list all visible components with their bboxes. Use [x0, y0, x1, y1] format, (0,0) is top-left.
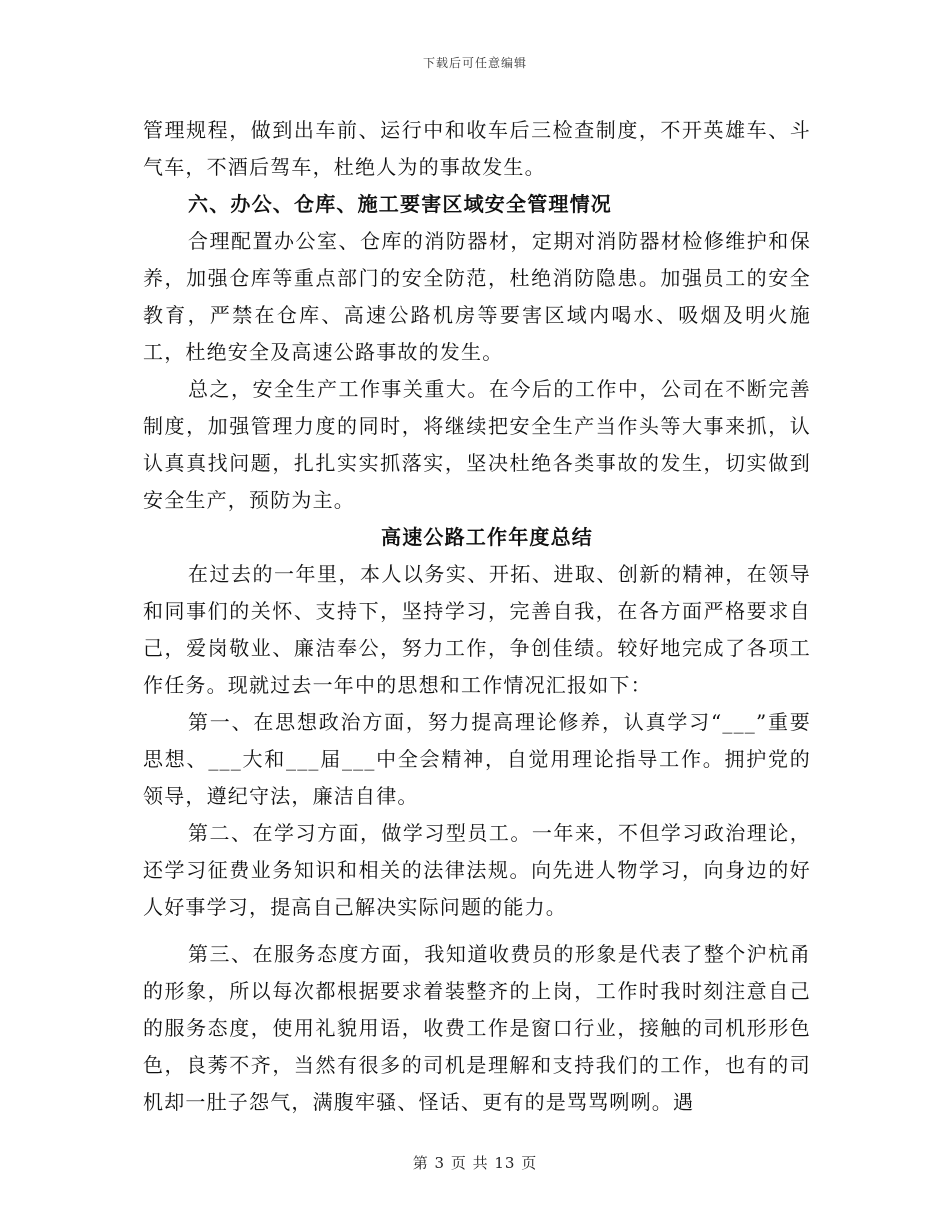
page-number: 第 3 页 共 13 页	[412, 1154, 538, 1172]
paragraph-conclusion: 总之，安全生产工作事关重大。在今后的工作中，公司在不断完善制度，加强管理力度的同时，将继续把安全生产当作头等大事来抓，认认真真找问题，扎扎实实抓落实，坚决杜绝各类事故的发生，切实做到安全生产，预防为主。	[143, 377, 811, 512]
document-title: 高速公路工作年度总结	[381, 525, 593, 549]
section-heading-six: 六、办公、仓库、施工要害区域安全管理情况	[188, 192, 612, 216]
paragraph-vehicle-rules: 管理规程，做到出车前、运行中和收车后三检查制度，不开英雄车、斗气车，不酒后驾车，杜绝人为的事故发生。	[143, 118, 811, 179]
page-header: 下载后可任意编辑	[422, 56, 527, 70]
paragraph-study: 第二、在学习方面，做学习型员工。一年来，不但学习政治理论，还学习征费业务知识和相关的法律法规。向先进人物学习，向身边的好人好事学习，提高自己解决实际问题的能力。	[143, 821, 811, 919]
document-body	[143, 112, 811, 1121]
paragraph-service: 第三、在服务态度方面，我知道收费员的形象是代表了整个沪杭甬的形象，所以每次都根据要求着装整齐的上岗，工作时我时刻注意自己的服务态度，使用礼貌用语，收费工作是窗口行业，接触的司机形形色色，良莠不齐，当然有很多的司机是理解和支持我们的工作，也有的司机却一肚子怨气，满腹牢骚、怪话、更有的是骂骂咧咧。遇	[143, 942, 811, 1114]
paragraph-political: 第一、在思想政治方面，努力提高理论修养，认真学习“___”重要思想、___大和___届___中全会精神，自觉用理论指导工作。拥护党的领导，遵纪守法，廉洁自律。	[143, 710, 811, 808]
paragraph-fire-safety: 合理配置办公室、仓库的消防器材，定期对消防器材检修维护和保养，加强仓库等重点部门的安全防范，杜绝消防隐患。加强员工的安全教育，严禁在仓库、高速公路机房等要害区域内喝水、吸烟及明火施工，杜绝安全及高速公路事故的发生。	[143, 229, 811, 364]
paragraph-intro: 在过去的一年里，本人以务实、开拓、进取、创新的精神，在领导和同事们的关怀、支持下，坚持学习，完善自我，在各方面严格要求自己，爱岗敬业、廉洁奉公，努力工作，争创佳绩。较好地完成了各项工作任务。现就过去一年中的思想和工作情况汇报如下：	[143, 562, 811, 697]
